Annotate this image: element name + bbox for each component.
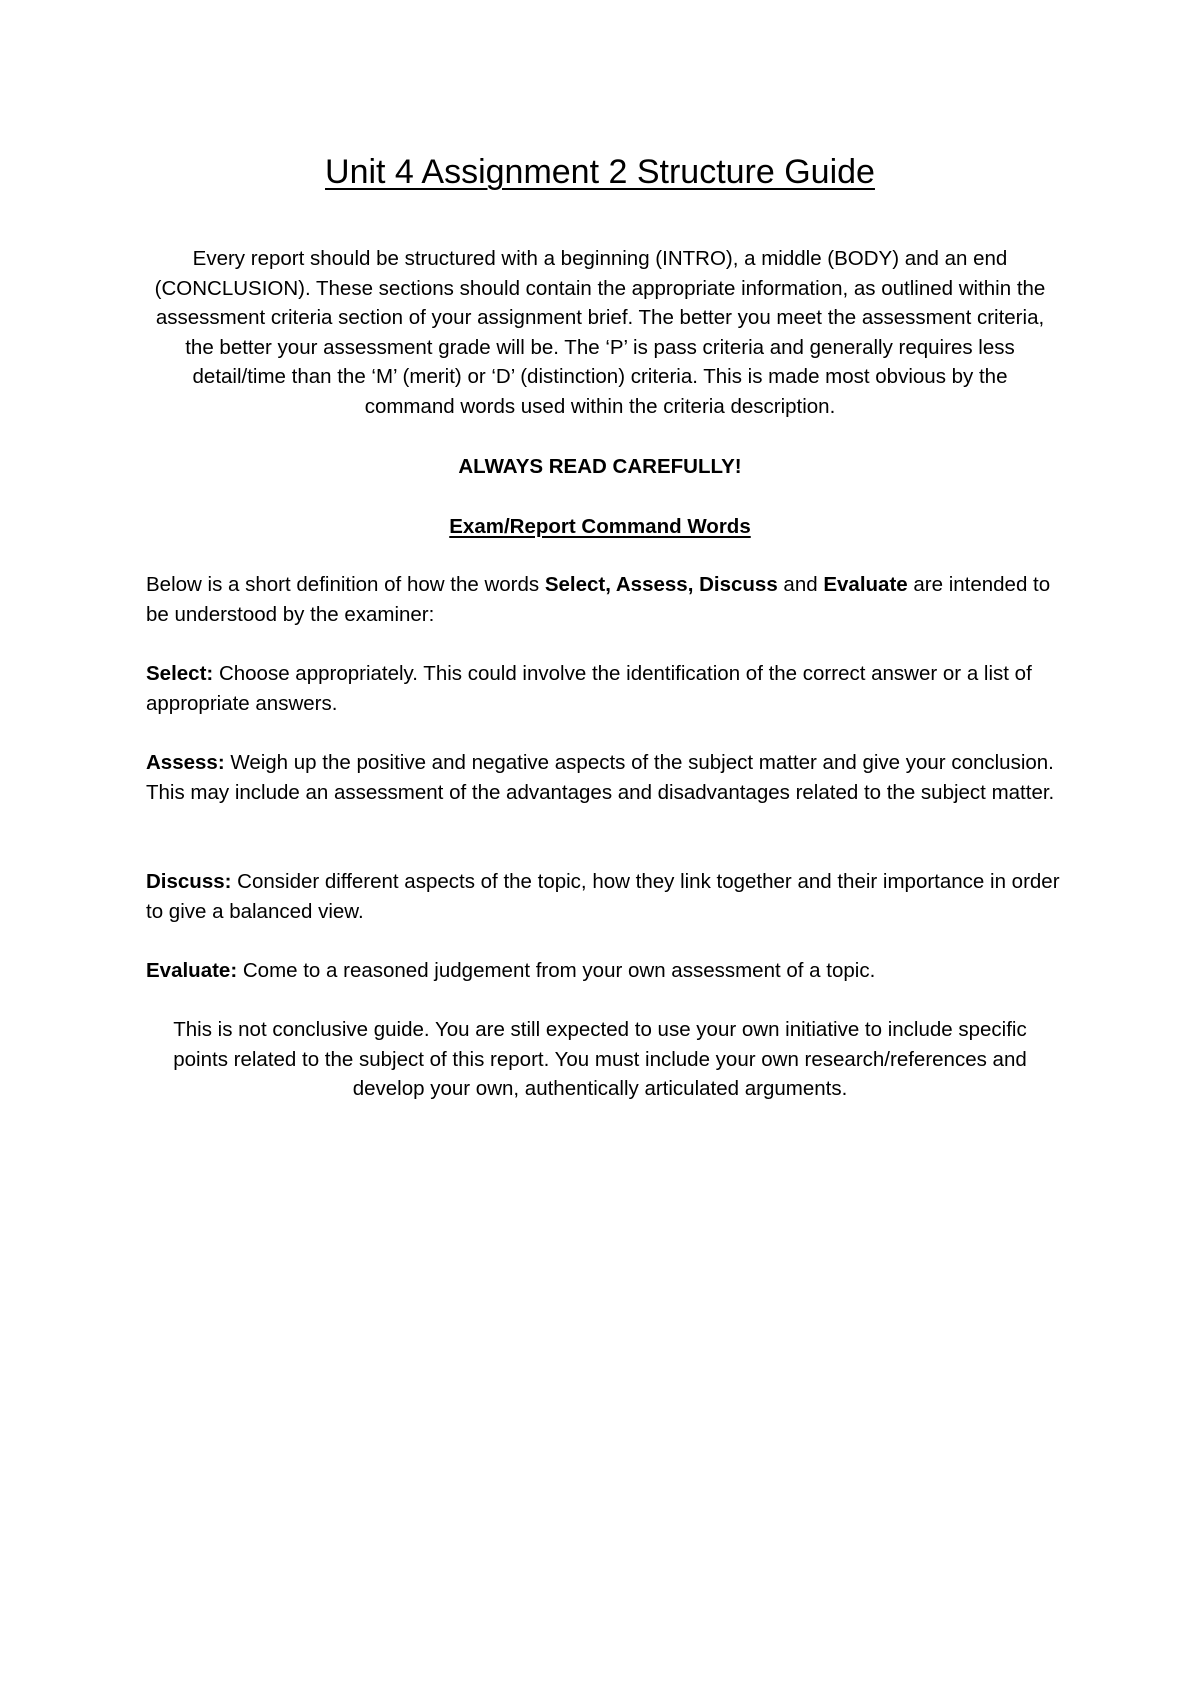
definition-discuss	[146, 867, 1066, 926]
definition-colon: :	[224, 870, 238, 893]
definition-term: Select	[146, 662, 207, 685]
command-word-separator: ,	[687, 573, 700, 596]
command-word-assess: Assess	[615, 573, 688, 596]
command-word-discuss: Discuss	[699, 573, 778, 596]
definition-colon: :	[206, 662, 219, 685]
command-word-separator: ,	[605, 573, 616, 596]
definition-text: Come to a reasoned judgement from your own assessment of a topic.	[242, 959, 876, 982]
command-words-heading: Exam/Report Command Words	[449, 515, 751, 538]
command-words-intro	[146, 570, 1066, 629]
document-title: Unit 4 Assignment 2 Structure Guide	[325, 153, 875, 191]
intro-paragraph: Every report should be structured with a beginning (INTRO), a middle (BODY) and an end (CONCLUSION). These sections should contain the appropriate information, as outlined within the assessment criteria section of your assignment brief. The better you meet the assessment criteria, the better your assessment grade will be. The ‘P’ is pass criteria and generally requires less detail/time than the ‘M’ (merit) or ‘D’ (distinction) criteria. This is made most obvious by the command words used within the criteria description.	[154, 247, 1046, 418]
definition-evaluate	[146, 956, 1066, 986]
command-word-evaluate: Evaluate	[823, 573, 908, 596]
command-word-separator: and	[777, 573, 824, 596]
command-words-intro-tail: are intended to be understood by the examiner:	[146, 573, 1051, 626]
closing-paragraph: This is not conclusive guide. You are still expected to use your own initiative to include specific points related to the subject of this report. You must include your own research/references and develop your own, authentically articulated arguments.	[173, 1018, 1027, 1101]
definition-text: Weigh up the positive and negative aspects of the subject matter and give your conclusion. This may include an assessment of the advantages and disadvantages related to the subject matter.	[146, 751, 1055, 804]
definition-text: Consider different aspects of the topic, how they link together and their importance in order to give a balanced view.	[146, 870, 1060, 923]
definition-term: Assess	[146, 751, 218, 774]
command-words-intro-lead: Below is a short definition of how the words	[146, 573, 545, 596]
definition-assess	[146, 748, 1066, 807]
warning-text: ALWAYS READ CAREFULLY!	[458, 455, 742, 478]
definition-term: Discuss	[146, 870, 225, 893]
command-word-select: Select	[544, 573, 606, 596]
definition-select	[146, 659, 1066, 718]
definition-text: Choose appropriately. This could involve the identification of the correct answer or a list of appropriate answers.	[146, 662, 1032, 715]
definition-colon: :	[230, 959, 243, 982]
definition-colon: :	[217, 751, 231, 774]
definition-term: Evaluate	[146, 959, 231, 982]
